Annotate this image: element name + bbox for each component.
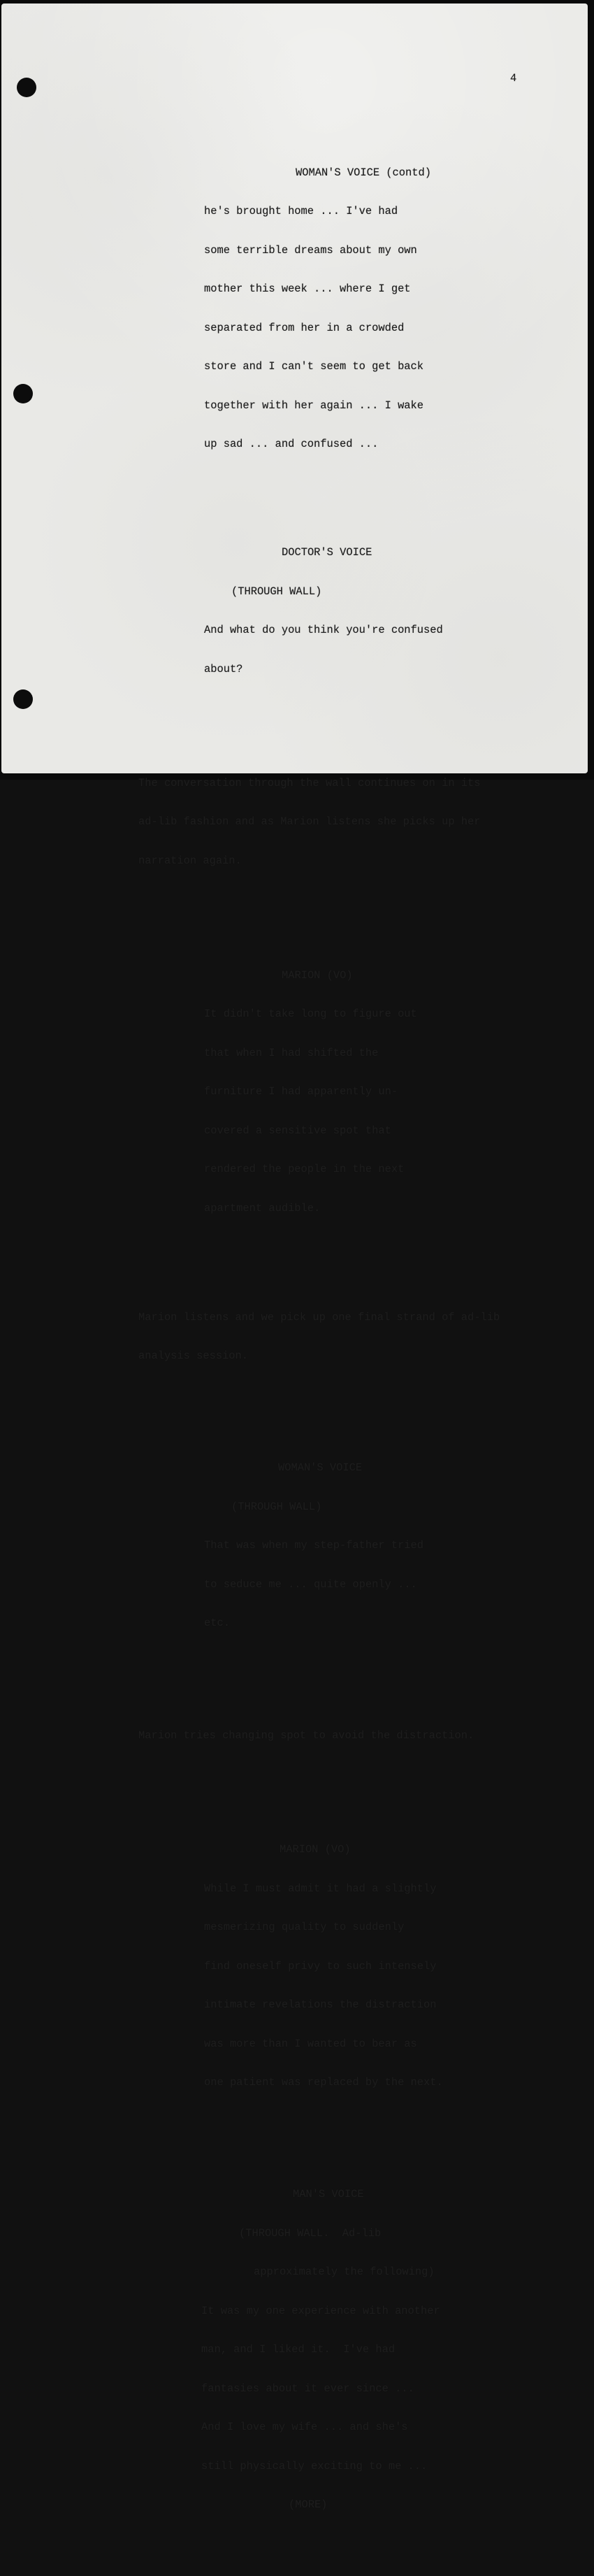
- dialogue-line: That was when my step-father tried: [204, 1539, 424, 1552]
- dialogue-line: etc.: [204, 1617, 230, 1629]
- action-line: narration again.: [138, 854, 242, 867]
- dialogue-line: was more than I wanted to bear as: [204, 2037, 417, 2050]
- dialogue-block-mans-voice: [0, 2162, 594, 2538]
- character-name: MARION (VO): [280, 1843, 351, 1856]
- character-name: MAN'S VOICE: [293, 2188, 364, 2201]
- page-number: 4: [510, 71, 517, 85]
- dialogue-line: separated from her in a crowded: [204, 321, 405, 334]
- character-name: WOMAN'S VOICE (contd): [296, 166, 431, 179]
- dialogue-line: intimate revelations the distraction: [204, 1998, 437, 2011]
- parenthetical: (THROUGH WALL): [231, 585, 322, 598]
- dialogue-line: still physically exciting to me ...: [201, 2459, 428, 2473]
- action-line: The conversation through the wall continues on in its: [138, 776, 481, 789]
- dialogue-line: together with her again ... I wake: [204, 399, 424, 412]
- character-name: WOMAN'S VOICE: [278, 1461, 363, 1474]
- action-block: [0, 751, 594, 894]
- dialogue-line: rendered the people in the next: [204, 1163, 405, 1175]
- dialogue-block-doctors-voice: [0, 520, 594, 701]
- action-block: [0, 1703, 594, 1768]
- dialogue-line: about?: [204, 662, 243, 675]
- action-block: [0, 1285, 594, 1389]
- action-line: ad-lib fashion and as Marion listens she picks up her: [138, 815, 481, 828]
- parenthetical: approximately the following): [254, 2266, 435, 2278]
- action-line: analysis session.: [138, 1350, 249, 1362]
- dialogue-line: furniture I had apparently un-: [204, 1085, 398, 1098]
- dialogue-line: apartment audible.: [204, 1201, 321, 1215]
- dialogue-line: store and I can't seem to get back: [204, 360, 424, 373]
- dialogue-line: fantasies about it ever since ...: [201, 2382, 414, 2395]
- action-line: Marion tries changing spot to avoid the distraction.: [138, 1729, 475, 1742]
- dialogue-line: mother this week ... where I get: [204, 282, 411, 295]
- character-name: DOCTOR'S VOICE: [282, 546, 372, 559]
- parenthetical: (THROUGH WALL. Ad-lib: [239, 2226, 382, 2240]
- dialogue-line: one patient was replaced by the next.: [204, 2076, 443, 2089]
- dialogue-line: up sad ... and confused ...: [204, 438, 379, 450]
- dialogue-line: that when I had shifted the: [204, 1046, 379, 1059]
- dialogue-line: find oneself privy to such intensely: [204, 1959, 437, 1973]
- action-line: Marion listens and we pick up one final strand of ad-lib: [138, 1310, 500, 1324]
- dialogue-line: It didn't take long to figure out: [204, 1008, 417, 1020]
- dialogue-line: While I must admit it had a slightly: [204, 1882, 437, 1895]
- dialogue-block-marion-vo-2: [0, 1817, 594, 2115]
- dialogue-line: to seduce me ... quite openly ...: [204, 1577, 417, 1591]
- dialogue-line: And I love my wife ... and she's: [201, 2421, 408, 2433]
- dialogue-line: man, and I liked it. I've had: [201, 2343, 396, 2356]
- character-name: MARION (VO): [282, 968, 353, 982]
- dialogue-line: covered a sensitive spot that: [204, 1124, 391, 1137]
- dialogue-block-womans-voice-contd: [0, 141, 594, 477]
- dialogue-line: It was my one experience with another: [201, 2304, 440, 2317]
- more-cue: (MORE): [289, 2498, 328, 2511]
- dialogue-line: he's brought home ... I've had: [204, 205, 398, 217]
- dialogue-line: mesmerizing quality to suddenly: [204, 1921, 405, 1933]
- dialogue-line: some terrible dreams about my own: [204, 243, 417, 257]
- dialogue-block-womans-voice: [0, 1436, 594, 1656]
- dialogue-line: And what do you think you're confused: [204, 624, 443, 636]
- dialogue-block-marion-vo: [0, 943, 594, 1241]
- parenthetical: (THROUGH WALL): [231, 1500, 322, 1513]
